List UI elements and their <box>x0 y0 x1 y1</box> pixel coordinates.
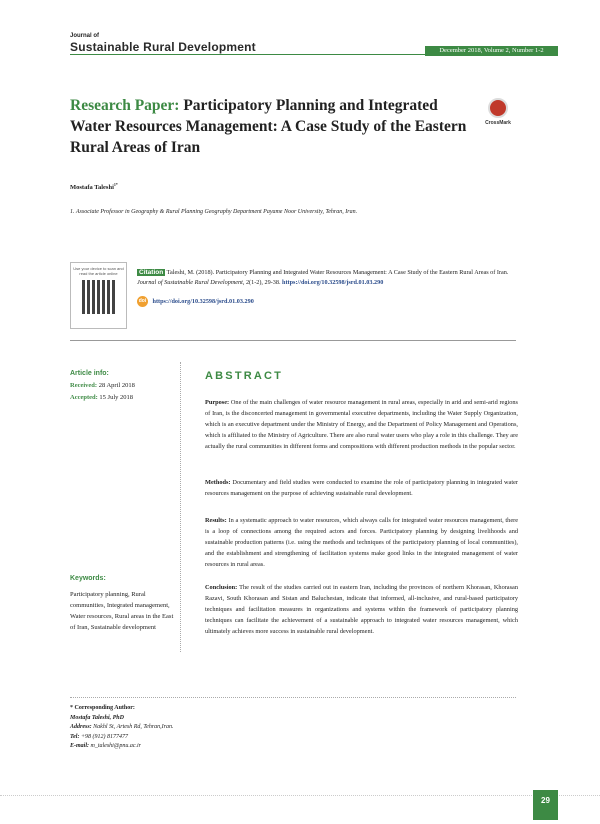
paper-title-block <box>70 95 475 158</box>
qr-code-box[interactable] <box>70 262 127 329</box>
journal-name: Sustainable Rural Development <box>70 40 256 54</box>
section-rule <box>70 340 516 341</box>
author-sup: 1* <box>113 182 118 187</box>
citation-journal: Journal of Sustainable Rural Development, <box>137 279 245 286</box>
corresponding-author: * Corresponding Author: Mostafa Taleshi, PhD Address: Nakhl St, Artesh Rd, Tehran,Iran. Tel: +98 (912) 8177477 E-mail: m_taleshi@pnu.ac.ir <box>70 705 174 749</box>
citation-tag: Citation <box>139 269 164 276</box>
doi-icon: doi <box>137 296 148 307</box>
citation-vol: 2(1-2), 29-38. <box>245 279 281 286</box>
paper-kind: Research Paper: <box>70 97 180 114</box>
accepted-line: Accepted: 15 July 2018 <box>70 394 134 401</box>
column-divider <box>180 362 181 652</box>
abstract-conclusion: Conclusion: The result of the studies carried out in eastern Iran, including the provinces of northern Khorasan, Khorasan Razavi, South Khorasan and Sistan and Baluchestan, indicate that informed, all-inclusive, and rural-based participatory techniques and facilitation measures in organizations and systems within the framework of participatory planning techniques can facilitate the achievement of a sustainable approach to integrated water resources management, which ultimately achieves more success in sustainable rural development. <box>205 584 519 635</box>
received-line: Received: 28 April 2018 <box>70 382 135 389</box>
citation-text: Taleshi, M. (2018). Participatory Planning and Integrated Water Resources Management: A Case Study of the Eastern Rural Areas of Iran. <box>166 269 509 276</box>
crossmark-badge[interactable] <box>485 98 511 126</box>
page-number: 29 <box>533 790 558 820</box>
page-rule <box>0 795 600 796</box>
article-info-label: Article info: <box>70 370 109 377</box>
doi-link[interactable]: https://doi.org/10.32598/jsrd.01.03.290 <box>152 297 254 305</box>
keywords-label: Keywords: <box>70 575 106 582</box>
abstract-methods: Methods: Documentary and field studies were conducted to examine the role of participatory planning in integrated water resources management on the purpose of achieving sustainable rural development. <box>205 479 518 497</box>
abstract-results: Results: In a systematic approach to water resources, which always calls for integrated water resources management, there is a loop of connections among the required actors and forces. Participatory planning by designing livelihoods and sustainable production patterns (i.e. using the methods and techniques of the participatory planning of local communities), and the establishment and strengthening of facilitation systems make good links in the integrated management of water resources in rural areas. <box>205 517 519 568</box>
footer-rule <box>70 697 516 698</box>
doi-row[interactable] <box>137 296 254 307</box>
journal-prefix: Journal of <box>70 33 100 39</box>
abstract-title: ABSTRACT <box>205 370 284 382</box>
affiliation: 1. Associate Professor in Geography & Rural Planning Geography Department Payame Noor University, Tehran, Iran. <box>70 209 358 215</box>
abstract-purpose: Purpose: One of the main challenges of water resource management in rural areas, especially in arid and semi-arid regions of Iran, is the disconcerted management in governmental executive departments, including the Water Supply Organization, which is an executive department under the Ministry of Energy, and the Department of Policy Management and Operations, which is affiliated to the Ministry of Agriculture. There are also rural water users who play a role in this challenge. They are actually the rural communities in different forms and compositions with different production methods in the popular sector. <box>205 399 518 450</box>
qr-caption: Use your device to scan and read the article online <box>73 266 124 276</box>
issue-badge: December 2018, Volume 2, Number 1-2 <box>425 46 558 56</box>
paper-title: Participatory Planning and Integrated Water Resources Management: A Case Study of the Eastern Rural Areas of Iran <box>70 97 467 156</box>
crossmark-icon <box>488 98 508 118</box>
citation-doi[interactable]: https://doi.org/10.32598/jsrd.01.03.290 <box>282 279 384 286</box>
author-name: Mostafa Taleshi$^{1*}$ <box>70 182 118 192</box>
keywords-text: Participatory planning, Rural communities, Integrated management, Water resources, Rural areas in the East of Iran, Sustainable development <box>70 591 174 631</box>
qr-code-icon <box>82 280 116 314</box>
citation-block <box>137 268 517 288</box>
crossmark-label: CrossMark <box>485 120 511 126</box>
